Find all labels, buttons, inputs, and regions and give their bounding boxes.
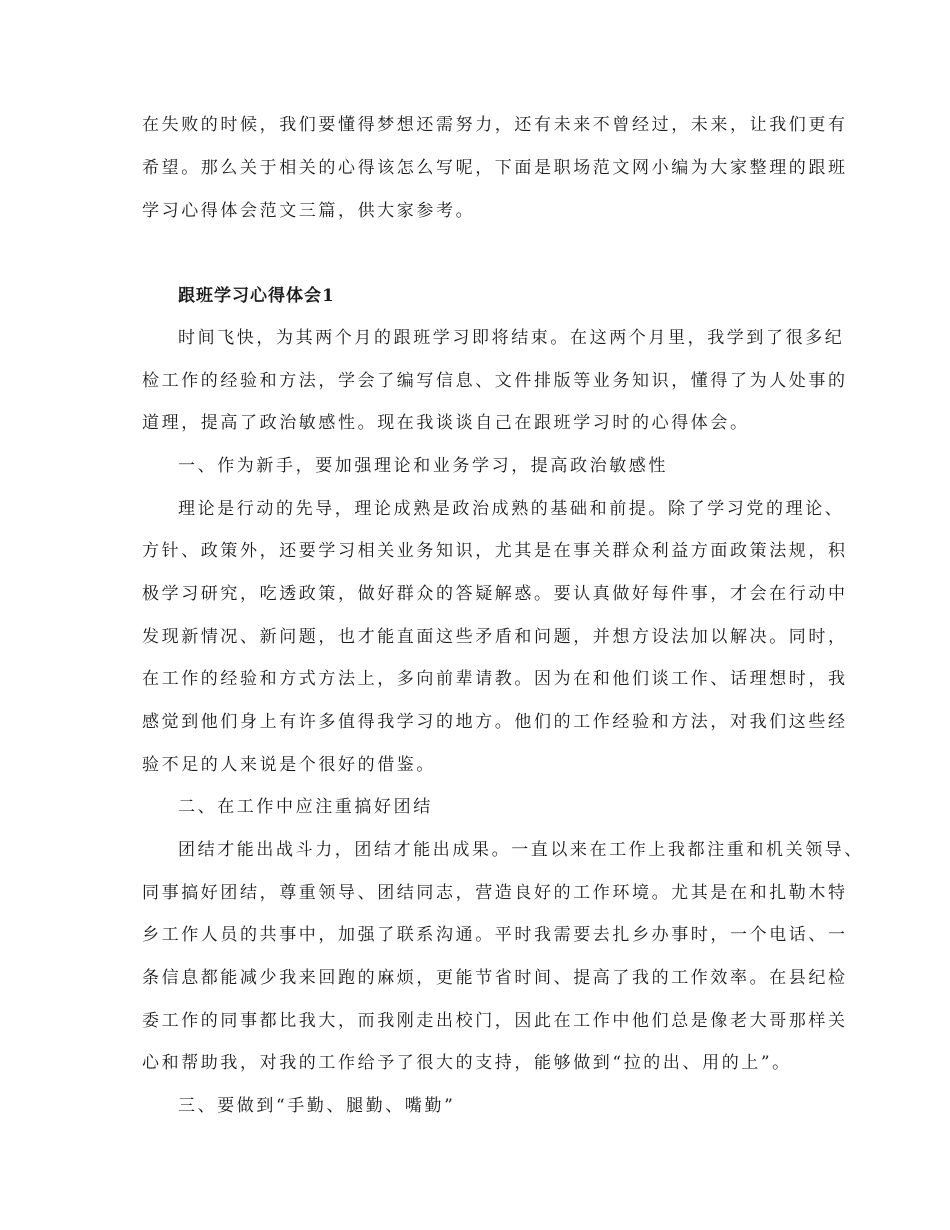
para2-line-1: 理论是行动的先导，理论成熟是政治成熟的基础和前提。除了学习党的理论、 [178, 499, 845, 519]
para3-line-5: 委工作的同事都比我大，而我刚走出校门，因此在工作中他们总是像老大哥那样关 [142, 1011, 848, 1031]
para3-line-3: 乡工作人员的共事中，加强了联系沟通。平时我需要去扎乡办事时，一个电话、一 [142, 925, 848, 945]
section-title: 跟班学习心得体会1 [178, 286, 335, 306]
para1-line-1: 时间飞快，为其两个月的跟班学习即将结束。在这两个月里，我学到了很多纪 [178, 328, 845, 348]
point1-title: 一、作为新手，要加强理论和业务学习，提高政治敏感性 [178, 456, 668, 476]
para1-line-2: 检工作的经验和方法，学会了编写信息、文件排版等业务知识，懂得了为人处事的 [142, 371, 848, 391]
para2-line-7: 验不足的人来说是个很好的借鉴。 [142, 755, 436, 775]
intro-line-1: 在失败的时候，我们要懂得梦想还需努力，还有未来不曾经过，未来，让我们更有 [142, 115, 848, 135]
point2-title: 二、在工作中应注重搞好团结 [178, 797, 433, 817]
para2-line-4: 发现新情况、新问题，也才能直面这些矛盾和问题，并想方设法加以解决。同时， [142, 627, 848, 647]
para2-line-5: 在工作的经验和方式方法上，多向前辈请教。因为在和他们谈工作、话理想时，我 [142, 669, 848, 689]
intro-line-3: 学习心得体会范文三篇，供大家参考。 [142, 201, 476, 221]
para2-line-6: 感觉到他们身上有许多值得我学习的地方。他们的工作经验和方法，对我们这些经 [142, 712, 848, 732]
para3-line-2: 同事搞好团结，尊重领导、团结同志，营造良好的工作环境。尤其是在和扎勒木特 [142, 883, 848, 903]
para2-line-2: 方针、政策外，还要学习相关业务知识，尤其是在事关群众利益方面政策法规，积 [142, 541, 848, 561]
para2-line-3: 极学习研究，吃透政策，做好群众的答疑解惑。要认真做好每件事，才会在行动中 [142, 584, 848, 604]
para1-line-3: 道理，提高了政治敏感性。现在我谈谈自己在跟班学习时的心得体会。 [142, 413, 750, 433]
para3-line-4: 条信息都能减少我来回跑的麻烦，更能节省时间、提高了我的工作效率。在县纪检 [142, 968, 848, 988]
point3-title: 三、要做到“手勤、腿勤、嘴勤” [178, 1096, 456, 1116]
intro-line-2: 希望。那么关于相关的心得该怎么写呢，下面是职场范文网小编为大家整理的跟班 [142, 158, 848, 178]
para3-line-1: 团结才能出战斗力，团结才能出成果。一直以来在工作上我都注重和机关领导、 [178, 840, 864, 860]
para3-line-6: 心和帮助我，对我的工作给予了很大的支持，能够做到“拉的出、用的上”。 [142, 1053, 792, 1073]
